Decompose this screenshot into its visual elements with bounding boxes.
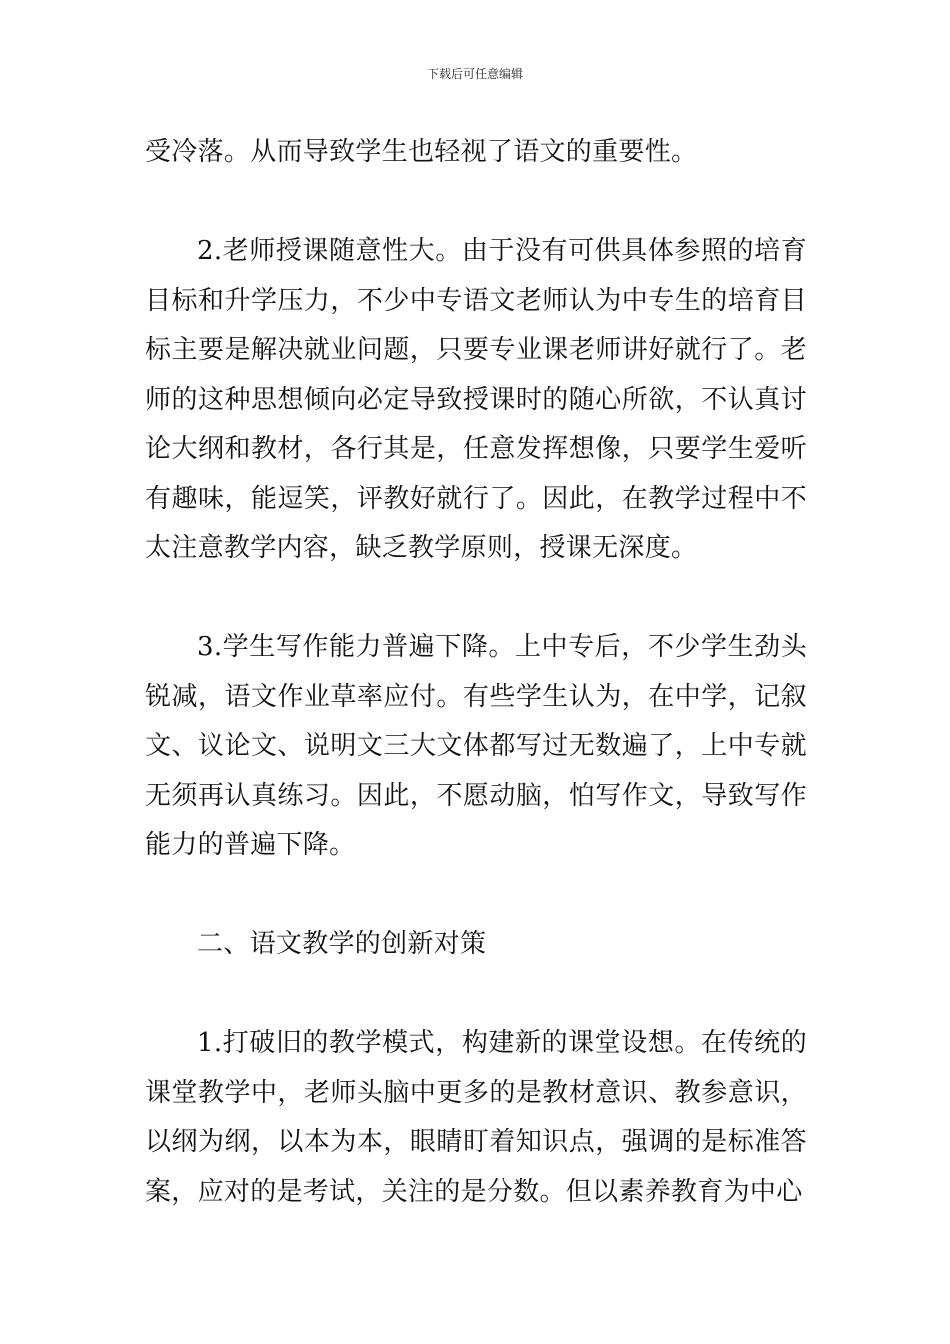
document-body (145, 128, 807, 1217)
paragraph-spacer (145, 871, 807, 921)
paragraph-point-2: 2.老师授课随意性大。由于没有可供具体参照的培育目标和升学压力，不少中专语文老师认为中专生的培育目标主要是解决就业问题，只要专业课老师讲好就行了。老师的这种思想倾向必定导致授课时的随心所欲，不认真讨论大纲和教材，各行其是，任意发挥想像，只要学生爱听有趣味，能逗笑，评教好就行了。因此，在教学过程中不太注意教学内容，缺乏教学原则，授课无深度。 (145, 236, 807, 563)
paragraph-spacer (145, 574, 807, 624)
paragraph-point-3: 3.学生写作能力普遍下降。上中专后，不少学生劲头锐减，语文作业草率应付。有些学生认为，在中学，记叙文、议论文、说明文三大文体都写过无数遍了，上中专就无须再认真练习。因此，不愿动脑，怕写作文，导致写作能力的普遍下降。 (145, 632, 807, 860)
paragraph-spacer (145, 178, 807, 228)
section-heading: 二、语文教学的创新对策 (197, 929, 487, 959)
page-header: 下载后可任意编辑 (426, 67, 523, 81)
paragraph-strategy-1: 1.打破旧的教学模式，构建新的课堂设想。在传统的课堂教学中，老师头脑中更多的是教材意识、教参意识，以纲为纲，以本为本，眼睛盯着知识点，强调的是标准答案，应对的是考试，关注的是分数。但以素养教育为中心 (145, 1028, 807, 1207)
paragraph-spacer (145, 970, 807, 1020)
paragraph-continuation: 受冷落。从而导致学生也轻视了语文的重要性。 (145, 137, 698, 167)
